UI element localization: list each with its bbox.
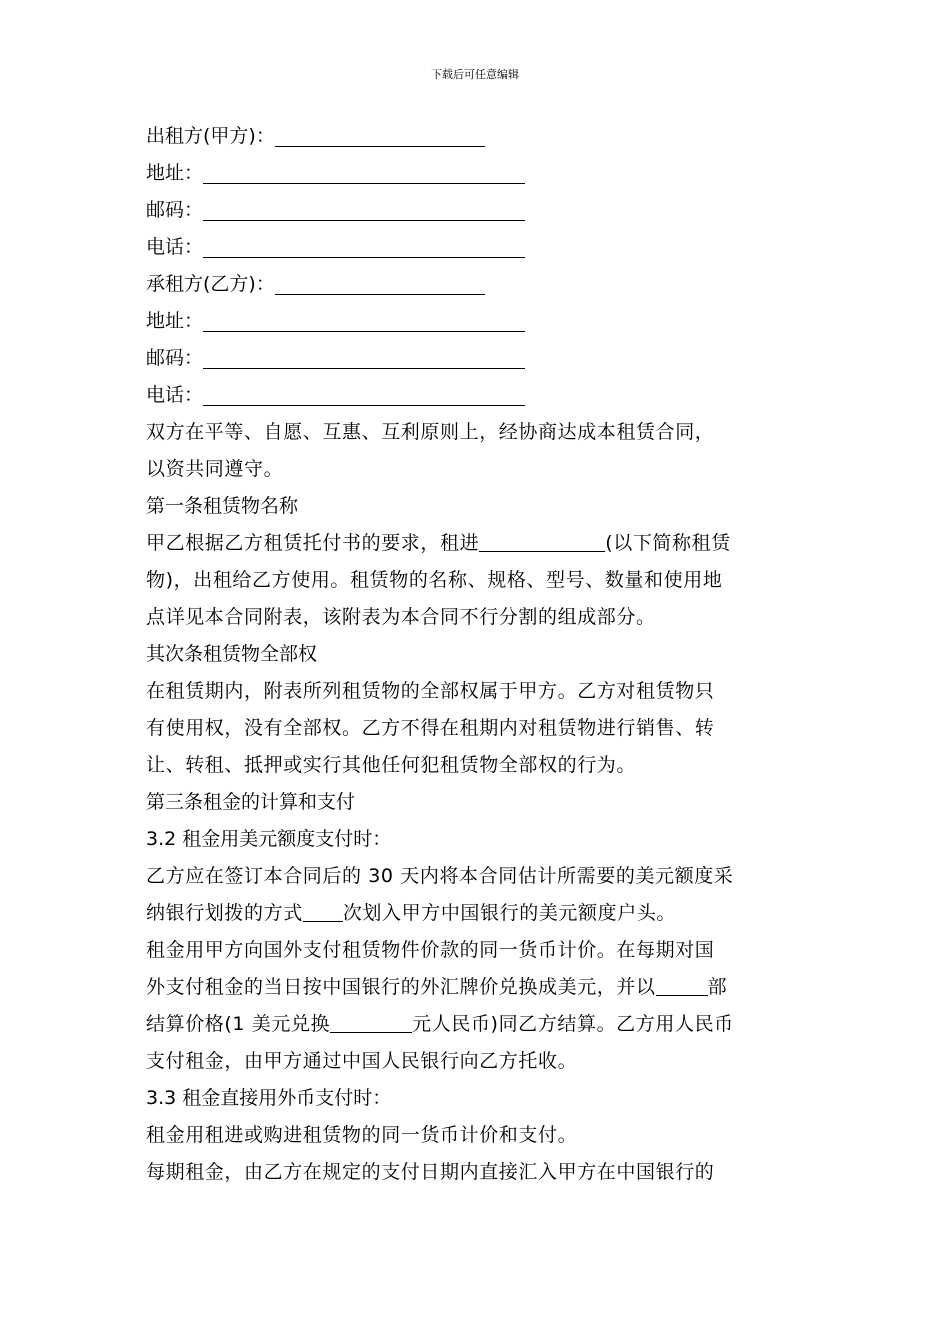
fill-in-blank[interactable] [275,124,485,147]
fill-in-blank[interactable] [275,272,485,295]
article-3-heading: 第三条租金的计算和支付 [146,791,356,813]
paragraph-line: 每期租金，由乙方在规定的支付日期内直接汇入甲方在中国银行的 [146,1161,715,1183]
paragraph-line: 租金用租进或购进租赁物的同一货币计价和支付。 [146,1124,578,1146]
field-label: 承租方(乙方)： [146,273,275,295]
field-label: 出租方(甲方)： [146,125,275,147]
fill-in-blank[interactable] [203,198,525,221]
fill-in-blank[interactable] [303,899,343,922]
paragraph-line: 让、转租、抵押或实行其他任何犯租赁物全部权的行为。 [146,754,637,776]
text-segment: 元人民币)同乙方结算。乙方用人民币 [412,1013,734,1035]
section-3-2-heading: 3.2 租金用美元额度支付时： [146,828,392,850]
fill-in-blank[interactable] [203,383,525,406]
field-label: 邮码： [146,347,204,369]
article-1-paragraph [146,525,810,636]
paragraph-line: 租金用甲方向国外支付租赁物件价款的同一货币计价。在每期对国 [146,939,715,961]
paragraph-line: 有使用权，没有全部权。乙方不得在租期内对租赁物进行销售、转 [146,717,715,739]
section-3-3-heading: 3.3 租金直接用外币支付时： [146,1087,392,1109]
text-segment: 次划入甲方中国银行的美元额度户头。 [342,902,677,924]
fill-in-blank[interactable] [203,309,525,332]
text-segment: 结算价格(1 美元兑换 [146,1013,331,1035]
text-segment: 纳银行划拨的方式 [146,902,303,924]
paragraph-line: 支付租金，由甲方通过中国人民银行向乙方托收。 [146,1050,578,1072]
paragraph-line [146,969,810,1006]
section-3-2-paragraph-2 [146,932,810,1080]
article-2-heading: 其次条租赁物全部权 [146,643,318,665]
text-segment: 外支付租金的当日按中国银行的外汇牌价兑换成美元，并以 [146,976,656,998]
fill-in-blank[interactable] [479,529,605,552]
paragraph-line: 点详见本合同附表，该附表为本合同不行分割的组成部分。 [146,606,656,628]
section-3-2-paragraph-1 [146,858,810,932]
lessor-phone-field [146,229,810,266]
fill-in-blank[interactable] [656,973,708,996]
lessee-postcode-field [146,340,810,377]
field-label: 地址： [146,162,204,184]
page-header: 下载后可任意编辑 [431,68,519,81]
field-label: 地址： [146,310,204,332]
paragraph-line [146,1006,810,1043]
field-label: 邮码： [146,199,204,221]
fill-in-blank[interactable] [330,1010,412,1033]
paragraph-line [146,895,810,932]
paragraph-line: 乙方应在签订本合同后的 30 天内将本合同估计所需要的美元额度采 [146,865,734,887]
text-segment: 部 [707,976,728,998]
field-label: 电话： [146,236,204,258]
fill-in-blank[interactable] [203,235,525,258]
field-label: 电话： [146,384,204,406]
article-2-paragraph [146,673,810,784]
paragraph-line: 以资共同遵守。 [146,458,284,480]
article-1-heading: 第一条租赁物名称 [146,495,299,517]
paragraph-line: 在租赁期内，附表所列租赁物的全部权属于甲方。乙方对租赁物只 [146,680,715,702]
text-segment: 甲乙根据乙方租赁托付书的要求，租进 [146,532,480,554]
lessee-name-field [146,266,810,303]
text-segment: (以下简称租赁 [605,532,731,554]
paragraph-line [146,525,810,562]
intro-paragraph [146,414,810,488]
paragraph-line: 双方在平等、自愿、互惠、互利原则上，经协商达成本租赁合同， [146,421,715,443]
fill-in-blank[interactable] [203,161,525,184]
lessor-name-field [146,118,810,155]
lessor-postcode-field [146,192,810,229]
section-3-3-paragraph [146,1117,810,1191]
fill-in-blank[interactable] [203,346,525,369]
contract-body [146,118,810,1191]
lessee-address-field [146,303,810,340]
paragraph-line: 物)，出租给乙方使用。租赁物的名称、规格、型号、数量和使用地 [146,569,723,591]
lessor-address-field [146,155,810,192]
lessee-phone-field [146,377,810,414]
